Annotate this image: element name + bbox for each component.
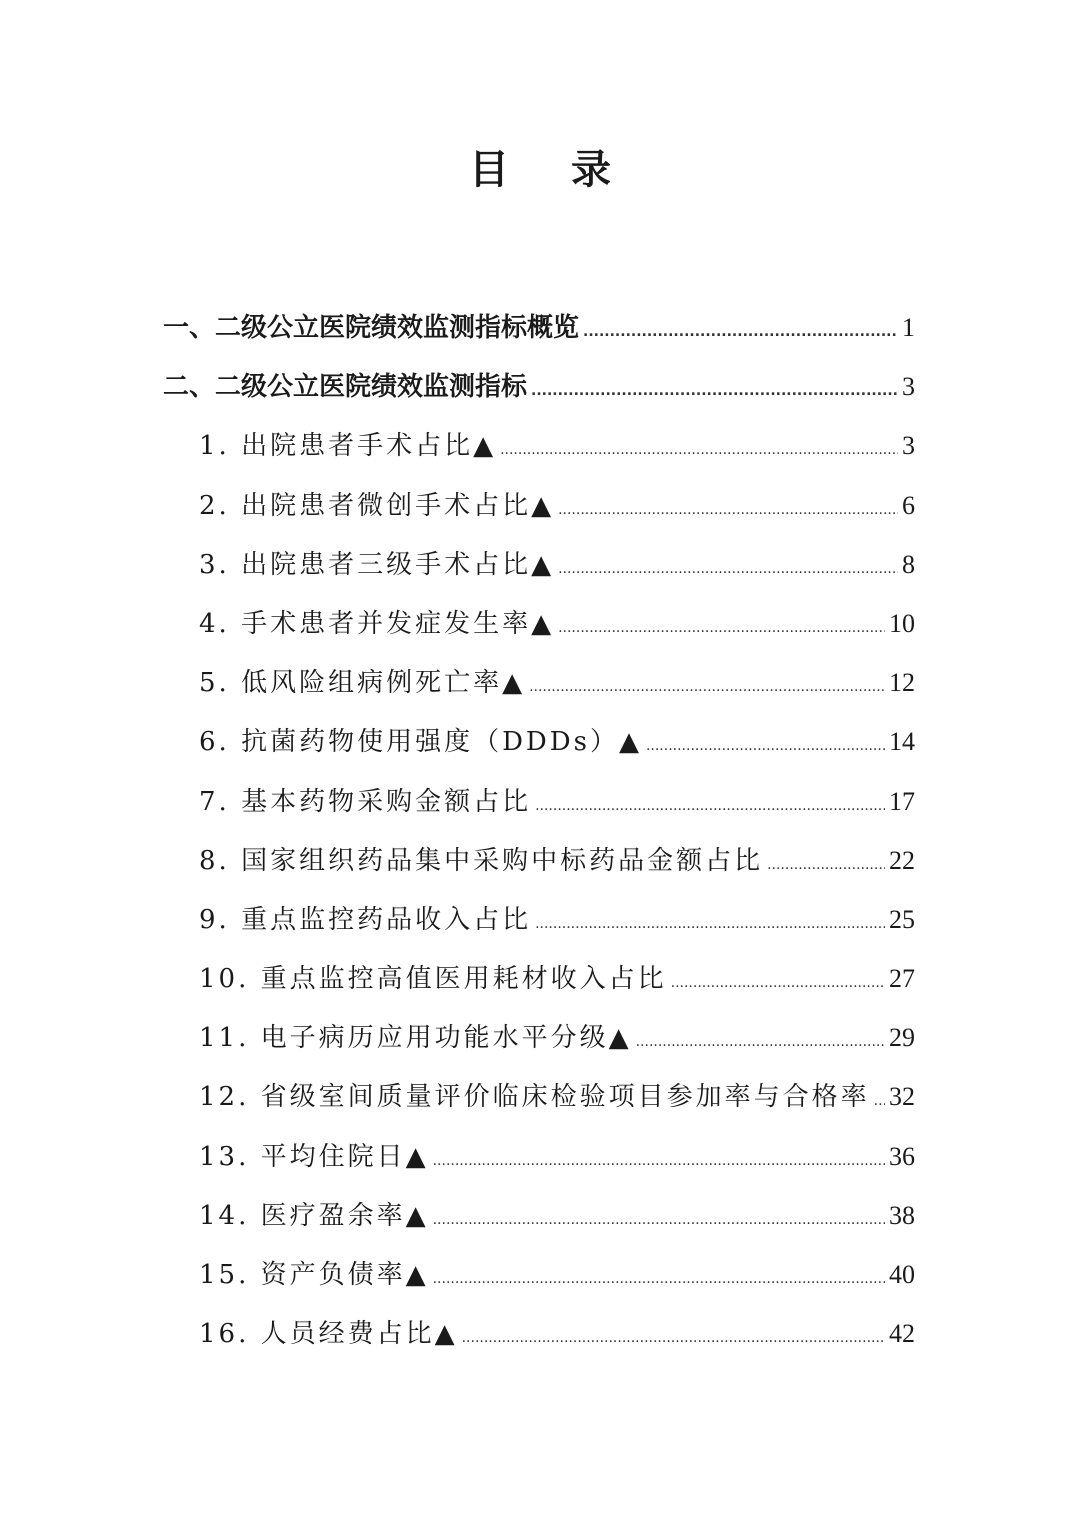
dot-leader — [500, 421, 898, 480]
dot-leader — [646, 717, 885, 776]
toc-entry-overview[interactable] — [163, 298, 915, 357]
toc-page-number: 36 — [889, 1141, 915, 1171]
toc-page-number: 32 — [889, 1082, 915, 1112]
toc-entry-text: 11. 电子病历应用功能水平分级▲ — [199, 1023, 632, 1054]
toc-page-number: 1 — [902, 313, 915, 342]
toc-page-number: 12 — [889, 668, 915, 698]
dot-leader — [558, 599, 885, 658]
toc-entry-text: 16. 人员经费占比▲ — [199, 1319, 458, 1350]
toc-entry-text: 3. 出院患者三级手术占比▲ — [199, 549, 555, 580]
toc-entry-text: 8. 国家组织药品集中采购中标药品金额占比 — [199, 845, 764, 876]
toc-entry-13[interactable] — [163, 1127, 915, 1186]
toc-page-number: 17 — [889, 786, 915, 816]
toc-entry-text: 10. 重点监控高值医用耗材收入占比 — [199, 964, 667, 995]
toc-entry-10[interactable] — [163, 949, 915, 1008]
toc-page-number: 14 — [889, 727, 915, 757]
table-of-contents — [163, 298, 915, 1363]
toc-entry-text: 2. 出院患者微创手术占比▲ — [199, 490, 555, 521]
toc-page-number: 3 — [902, 431, 915, 461]
toc-page-number: 29 — [889, 1023, 915, 1053]
page-title: 目 录 — [469, 147, 635, 193]
toc-entry-1[interactable] — [163, 416, 915, 475]
toc-entry-11[interactable] — [163, 1008, 915, 1067]
toc-page-number: 3 — [902, 372, 915, 402]
dot-leader — [535, 777, 885, 836]
dot-leader — [433, 1132, 885, 1191]
toc-page-number: 25 — [889, 904, 915, 934]
toc-entry-4[interactable] — [163, 594, 915, 653]
dot-leader — [433, 1250, 885, 1309]
toc-entry-15[interactable] — [163, 1245, 915, 1304]
toc-entry-text: 4. 手术患者并发症发生率▲ — [199, 608, 555, 639]
toc-page-number: 38 — [889, 1200, 915, 1230]
toc-entry-8[interactable] — [163, 831, 915, 890]
toc-entry-indicators[interactable] — [163, 357, 915, 416]
dot-leader — [433, 1191, 885, 1250]
dot-leader — [636, 1013, 885, 1072]
dot-leader — [462, 1309, 885, 1368]
toc-entry-2[interactable] — [163, 476, 915, 535]
toc-entry-16[interactable] — [163, 1304, 915, 1363]
toc-entry-text: 1. 出院患者手术占比▲ — [199, 431, 497, 462]
toc-entry-text: 14. 医疗盈余率▲ — [199, 1200, 429, 1231]
toc-entry-12[interactable] — [163, 1067, 915, 1126]
toc-page-number: 8 — [902, 549, 915, 579]
toc-page-number: 42 — [889, 1319, 915, 1349]
toc-entry-text: 12. 省级室间质量评价临床检验项目参加率与合格率 — [199, 1082, 870, 1113]
toc-entry-6[interactable] — [163, 712, 915, 771]
toc-page-number: 6 — [902, 490, 915, 520]
dot-leader — [671, 954, 885, 1013]
toc-entry-14[interactable] — [163, 1186, 915, 1245]
toc-entry-3[interactable] — [163, 535, 915, 594]
dot-leader — [535, 895, 885, 954]
toc-entry-text: 二、二级公立医院绩效监测指标 — [163, 372, 528, 403]
toc-entry-text: 5. 低风险组病例死亡率▲ — [199, 668, 526, 699]
toc-entry-text: 13. 平均住院日▲ — [199, 1141, 429, 1172]
toc-entry-5[interactable] — [163, 653, 915, 712]
toc-entry-7[interactable] — [163, 772, 915, 831]
dot-leader — [874, 1072, 885, 1131]
toc-entry-text: 一、二级公立医院绩效监测指标概览 — [163, 313, 580, 343]
toc-page-number: 22 — [889, 845, 915, 875]
toc-entry-text: 6. 抗菌药物使用强度（DDDs）▲ — [199, 727, 642, 758]
dot-leader — [583, 303, 898, 362]
toc-page-number: 40 — [889, 1260, 915, 1289]
toc-entry-text: 15. 资产负债率▲ — [199, 1260, 429, 1290]
toc-page-number: 27 — [889, 964, 915, 994]
toc-entry-9[interactable] — [163, 890, 915, 949]
dot-leader — [529, 658, 885, 717]
dot-leader — [531, 362, 898, 421]
toc-entry-text: 7. 基本药物采购金额占比 — [199, 786, 532, 817]
dot-leader — [767, 836, 885, 895]
dot-leader — [558, 481, 898, 540]
toc-entry-text: 9. 重点监控药品收入占比 — [199, 904, 532, 935]
toc-page-number: 10 — [889, 608, 915, 638]
dot-leader — [558, 540, 898, 599]
